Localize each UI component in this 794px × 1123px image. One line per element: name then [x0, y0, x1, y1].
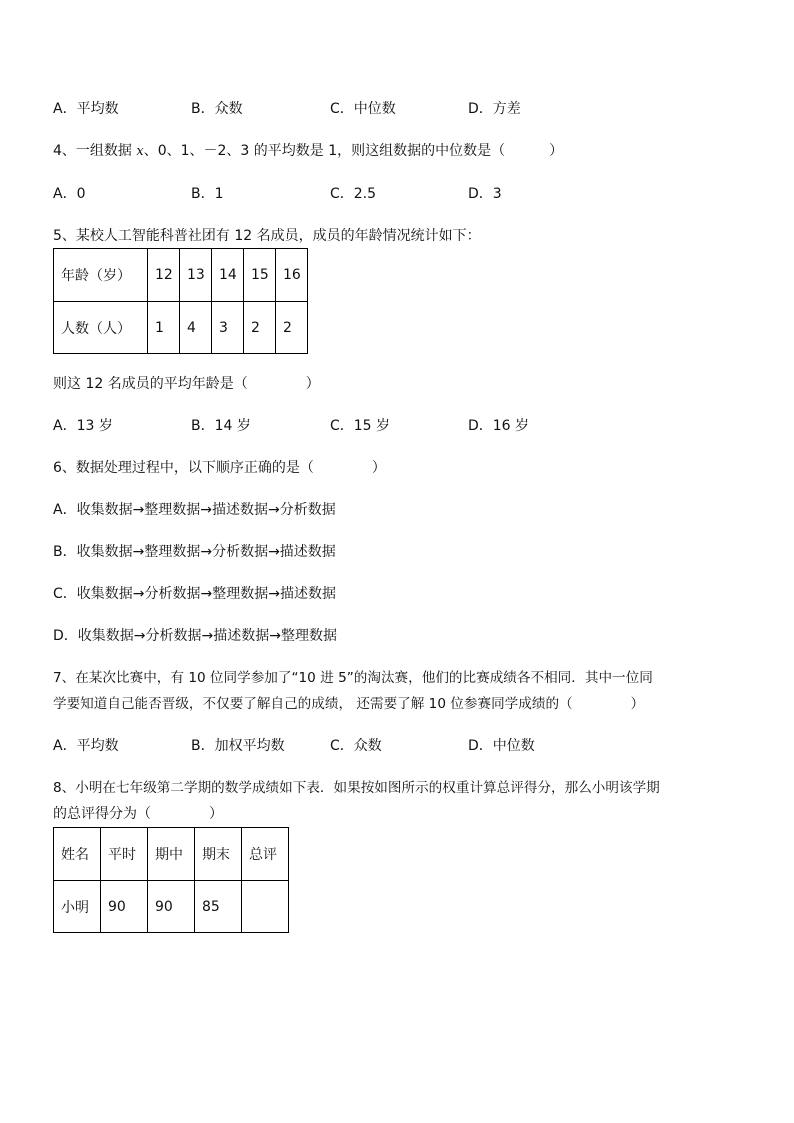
- q7-stem-line2-text: 学要知道自己能否晋级，不仅要了解自己的成绩， 还需要了解 10 位参赛同学成绩的（: [53, 696, 573, 712]
- q5-count-header: 人数（人）: [54, 302, 148, 354]
- q3-options: [53, 100, 753, 118]
- q4-stem-prefix: 4、一组数据: [53, 143, 137, 159]
- q4-option-b[interactable]: B．1: [191, 186, 224, 202]
- q7-option-a[interactable]: A．平均数: [53, 738, 119, 754]
- q7-option-c[interactable]: C．众数: [330, 738, 382, 754]
- q5-age-table: [53, 248, 308, 354]
- q4-stem-suffix: 、0、1、－2、3 的平均数是 1，则这组数据的中位数是（: [143, 143, 506, 159]
- q8-score-table: [53, 827, 289, 933]
- q5-count-row: [54, 302, 308, 354]
- q4-option-a[interactable]: A．0: [53, 186, 86, 202]
- q5-option-a[interactable]: A．13 岁: [53, 418, 113, 434]
- q4-option-d[interactable]: D．3: [468, 186, 502, 202]
- q7-option-d[interactable]: D．中位数: [468, 738, 535, 754]
- q5-option-d[interactable]: D．16 岁: [468, 418, 530, 434]
- q5-stem: 5、某校人工智能科普社团有 12 名成员，成员的年龄情况统计如下：: [53, 228, 481, 244]
- q8-stem-line1: 8、小明在七年级第二学期的数学成绩如下表．如果按如图所示的权重计算总评得分，那么小明该学期: [53, 780, 660, 796]
- q7-stem-line2: [53, 695, 644, 713]
- q5-age-cell: 14: [212, 249, 244, 302]
- q8-data-cell: 小明: [54, 881, 101, 933]
- q6-option-b[interactable]: B．收集数据→整理数据→分析数据→描述数据: [53, 544, 336, 560]
- q5-age-row: [54, 249, 308, 302]
- q5-option-b[interactable]: B．14 岁: [191, 418, 251, 434]
- q3-option-b[interactable]: B．众数: [191, 101, 243, 117]
- q5-age-header: 年龄（岁）: [54, 249, 148, 302]
- q8-stem-line2-text: 的总评得分为（: [53, 806, 151, 822]
- q3-option-d[interactable]: D．方差: [468, 101, 521, 117]
- q8-header-cell: 期中: [148, 828, 195, 881]
- q7-option-b[interactable]: B．加权平均数: [191, 738, 285, 754]
- q8-header-cell: 总评: [242, 828, 289, 881]
- q8-close-paren: ）: [209, 806, 223, 822]
- q8-data-cell: 90: [101, 881, 148, 933]
- q8-header-cell: 姓名: [54, 828, 101, 881]
- q5-age-cell: 15: [244, 249, 276, 302]
- q8-header-cell: 期末: [195, 828, 242, 881]
- q8-header-row: [54, 828, 289, 881]
- q7-stem-line1: 7、在某次比赛中，有 10 位同学参加了“10 进 5”的淘汰赛，他们的比赛成绩各不相同．其中一位同: [53, 670, 653, 686]
- q5-question-text: 则这 12 名成员的平均年龄是（: [53, 376, 248, 392]
- q3-option-a[interactable]: A．平均数: [53, 101, 119, 117]
- q5-age-cell: 16: [276, 249, 308, 302]
- q6-option-a[interactable]: A．收集数据→整理数据→描述数据→分析数据: [53, 502, 336, 518]
- q6-option-c[interactable]: C．收集数据→分析数据→整理数据→描述数据: [53, 586, 336, 602]
- q5-options: [53, 417, 753, 435]
- q4-options: [53, 185, 753, 203]
- q4-variable: x: [136, 144, 144, 159]
- q4-close-paren: ）: [549, 143, 564, 159]
- q5-count-cell: 2: [276, 302, 308, 354]
- q5-close-paren: ）: [305, 376, 320, 392]
- q5-count-cell: 4: [180, 302, 212, 354]
- q8-data-cell: 85: [195, 881, 242, 933]
- q6-stem-text: 6、数据处理过程中，以下顺序正确的是（: [53, 460, 314, 476]
- q5-option-c[interactable]: C．15 岁: [330, 418, 391, 434]
- q6-stem: [53, 459, 386, 477]
- q7-close-paren: ）: [630, 696, 645, 712]
- q5-age-cell: 13: [180, 249, 212, 302]
- q6-close-paren: ）: [371, 460, 386, 476]
- q8-data-cell[interactable]: [242, 881, 289, 933]
- q8-data-cell: 90: [148, 881, 195, 933]
- q5-question: [53, 375, 320, 393]
- q6-option-d[interactable]: D．收集数据→分析数据→描述数据→整理数据: [53, 628, 337, 644]
- q5-age-cell: 12: [148, 249, 180, 302]
- q8-data-row: [54, 881, 289, 933]
- q4-stem: [53, 142, 563, 161]
- q5-count-cell: 3: [212, 302, 244, 354]
- q8-header-cell: 平时: [101, 828, 148, 881]
- q5-count-cell: 1: [148, 302, 180, 354]
- q5-count-cell: 2: [244, 302, 276, 354]
- q7-options: [53, 737, 753, 755]
- q8-stem-line2: [53, 805, 223, 823]
- q3-option-c[interactable]: C．中位数: [330, 101, 396, 117]
- q4-option-c[interactable]: C．2.5: [330, 186, 377, 202]
